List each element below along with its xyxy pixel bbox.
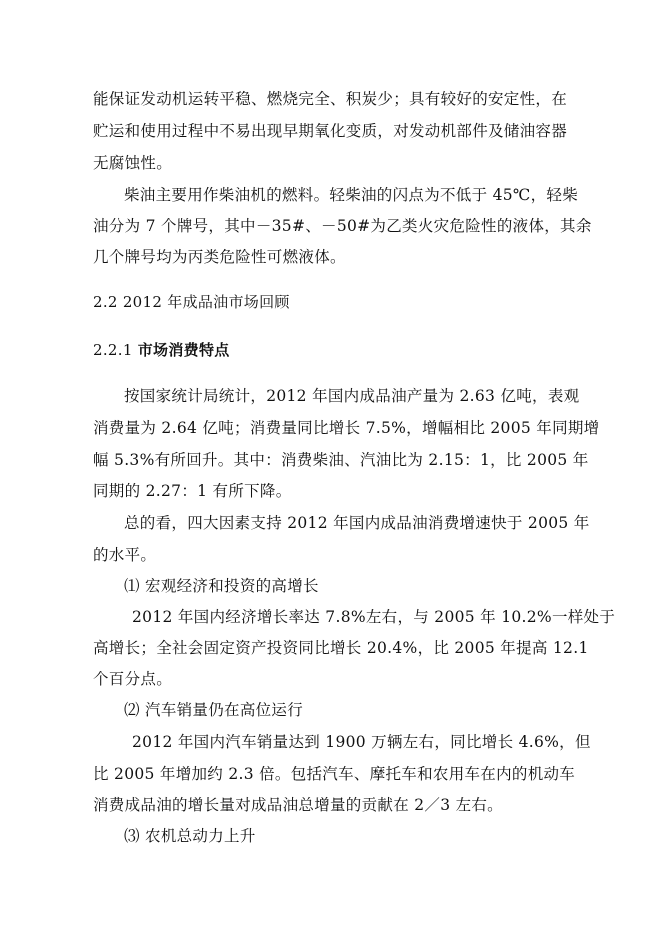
- para4-line1: 总的看，四大因素支持 2012 年国内成品油消费增速快于 2005 年: [124, 514, 590, 532]
- item2-line2: 比 2005 年增加约 2.3 倍。包括汽车、摩托车和农用车在内的机动车: [93, 765, 576, 783]
- para1-line3: 无腐蚀性。: [93, 154, 173, 172]
- para2-line2: 油分为 7 个牌号，其中－35#、－50#为乙类火灾危险性的液体，其余: [93, 217, 592, 235]
- item1-title: ⑴ 宏观经济和投资的高增长: [124, 577, 319, 595]
- section-title: 2012 年成品油市场回顾: [122, 293, 290, 311]
- subsection-title: 市场消费特点: [137, 341, 230, 359]
- para3-line4: 同期的 2.27：1 有所下降。: [93, 482, 292, 500]
- subsection-number: 2.2.1: [93, 341, 133, 359]
- item2-line3: 消费成品油的增长量对成品油总增量的贡献在 2／3 左右。: [93, 796, 503, 814]
- section-2-2-1-heading: [93, 340, 230, 360]
- para1-line2: 贮运和使用过程中不易出现早期氧化变质，对发动机部件及储油容器: [93, 122, 568, 140]
- item1-line1: 2012 年国内经济增长率达 7.8%左右，与 2005 年 10.2%一样处于: [132, 608, 616, 626]
- item2-title: ⑵ 汽车销量仍在高位运行: [124, 701, 304, 719]
- item2-line1: 2012 年国内汽车销量达到 1900 万辆左右，同比增长 4.6%，但: [132, 733, 591, 751]
- para4-line2: 的水平。: [93, 546, 157, 564]
- item3-title: ⑶ 农机总动力上升: [124, 827, 256, 845]
- para3-line1: 按国家统计局统计，2012 年国内成品油产量为 2.63 亿吨，表观: [124, 387, 580, 405]
- para3-line2: 消费量为 2.64 亿吨；消费量同比增长 7.5%，增幅相比 2005 年同期增: [93, 419, 600, 437]
- para2-line1: 柴油主要用作柴油机的燃料。轻柴油的闪点为不低于 45℃，轻柴: [124, 186, 578, 204]
- para1-line1: 能保证发动机运转平稳、燃烧完全、积炭少；具有较好的安定性，在: [93, 90, 568, 108]
- para3-line3: 幅 5.3%有所回升。其中：消费柴油、汽油比为 2.15：1，比 2005 年: [93, 451, 589, 469]
- section-number: 2.2: [93, 293, 118, 311]
- section-2-2-heading: [93, 292, 290, 312]
- para2-line3: 几个牌号均为丙类危险性可燃液体。: [93, 248, 346, 266]
- item1-line2: 高增长；全社会固定资产投资同比增长 20.4%，比 2005 年提高 12.1: [93, 639, 589, 657]
- item1-line3: 个百分点。: [93, 670, 173, 688]
